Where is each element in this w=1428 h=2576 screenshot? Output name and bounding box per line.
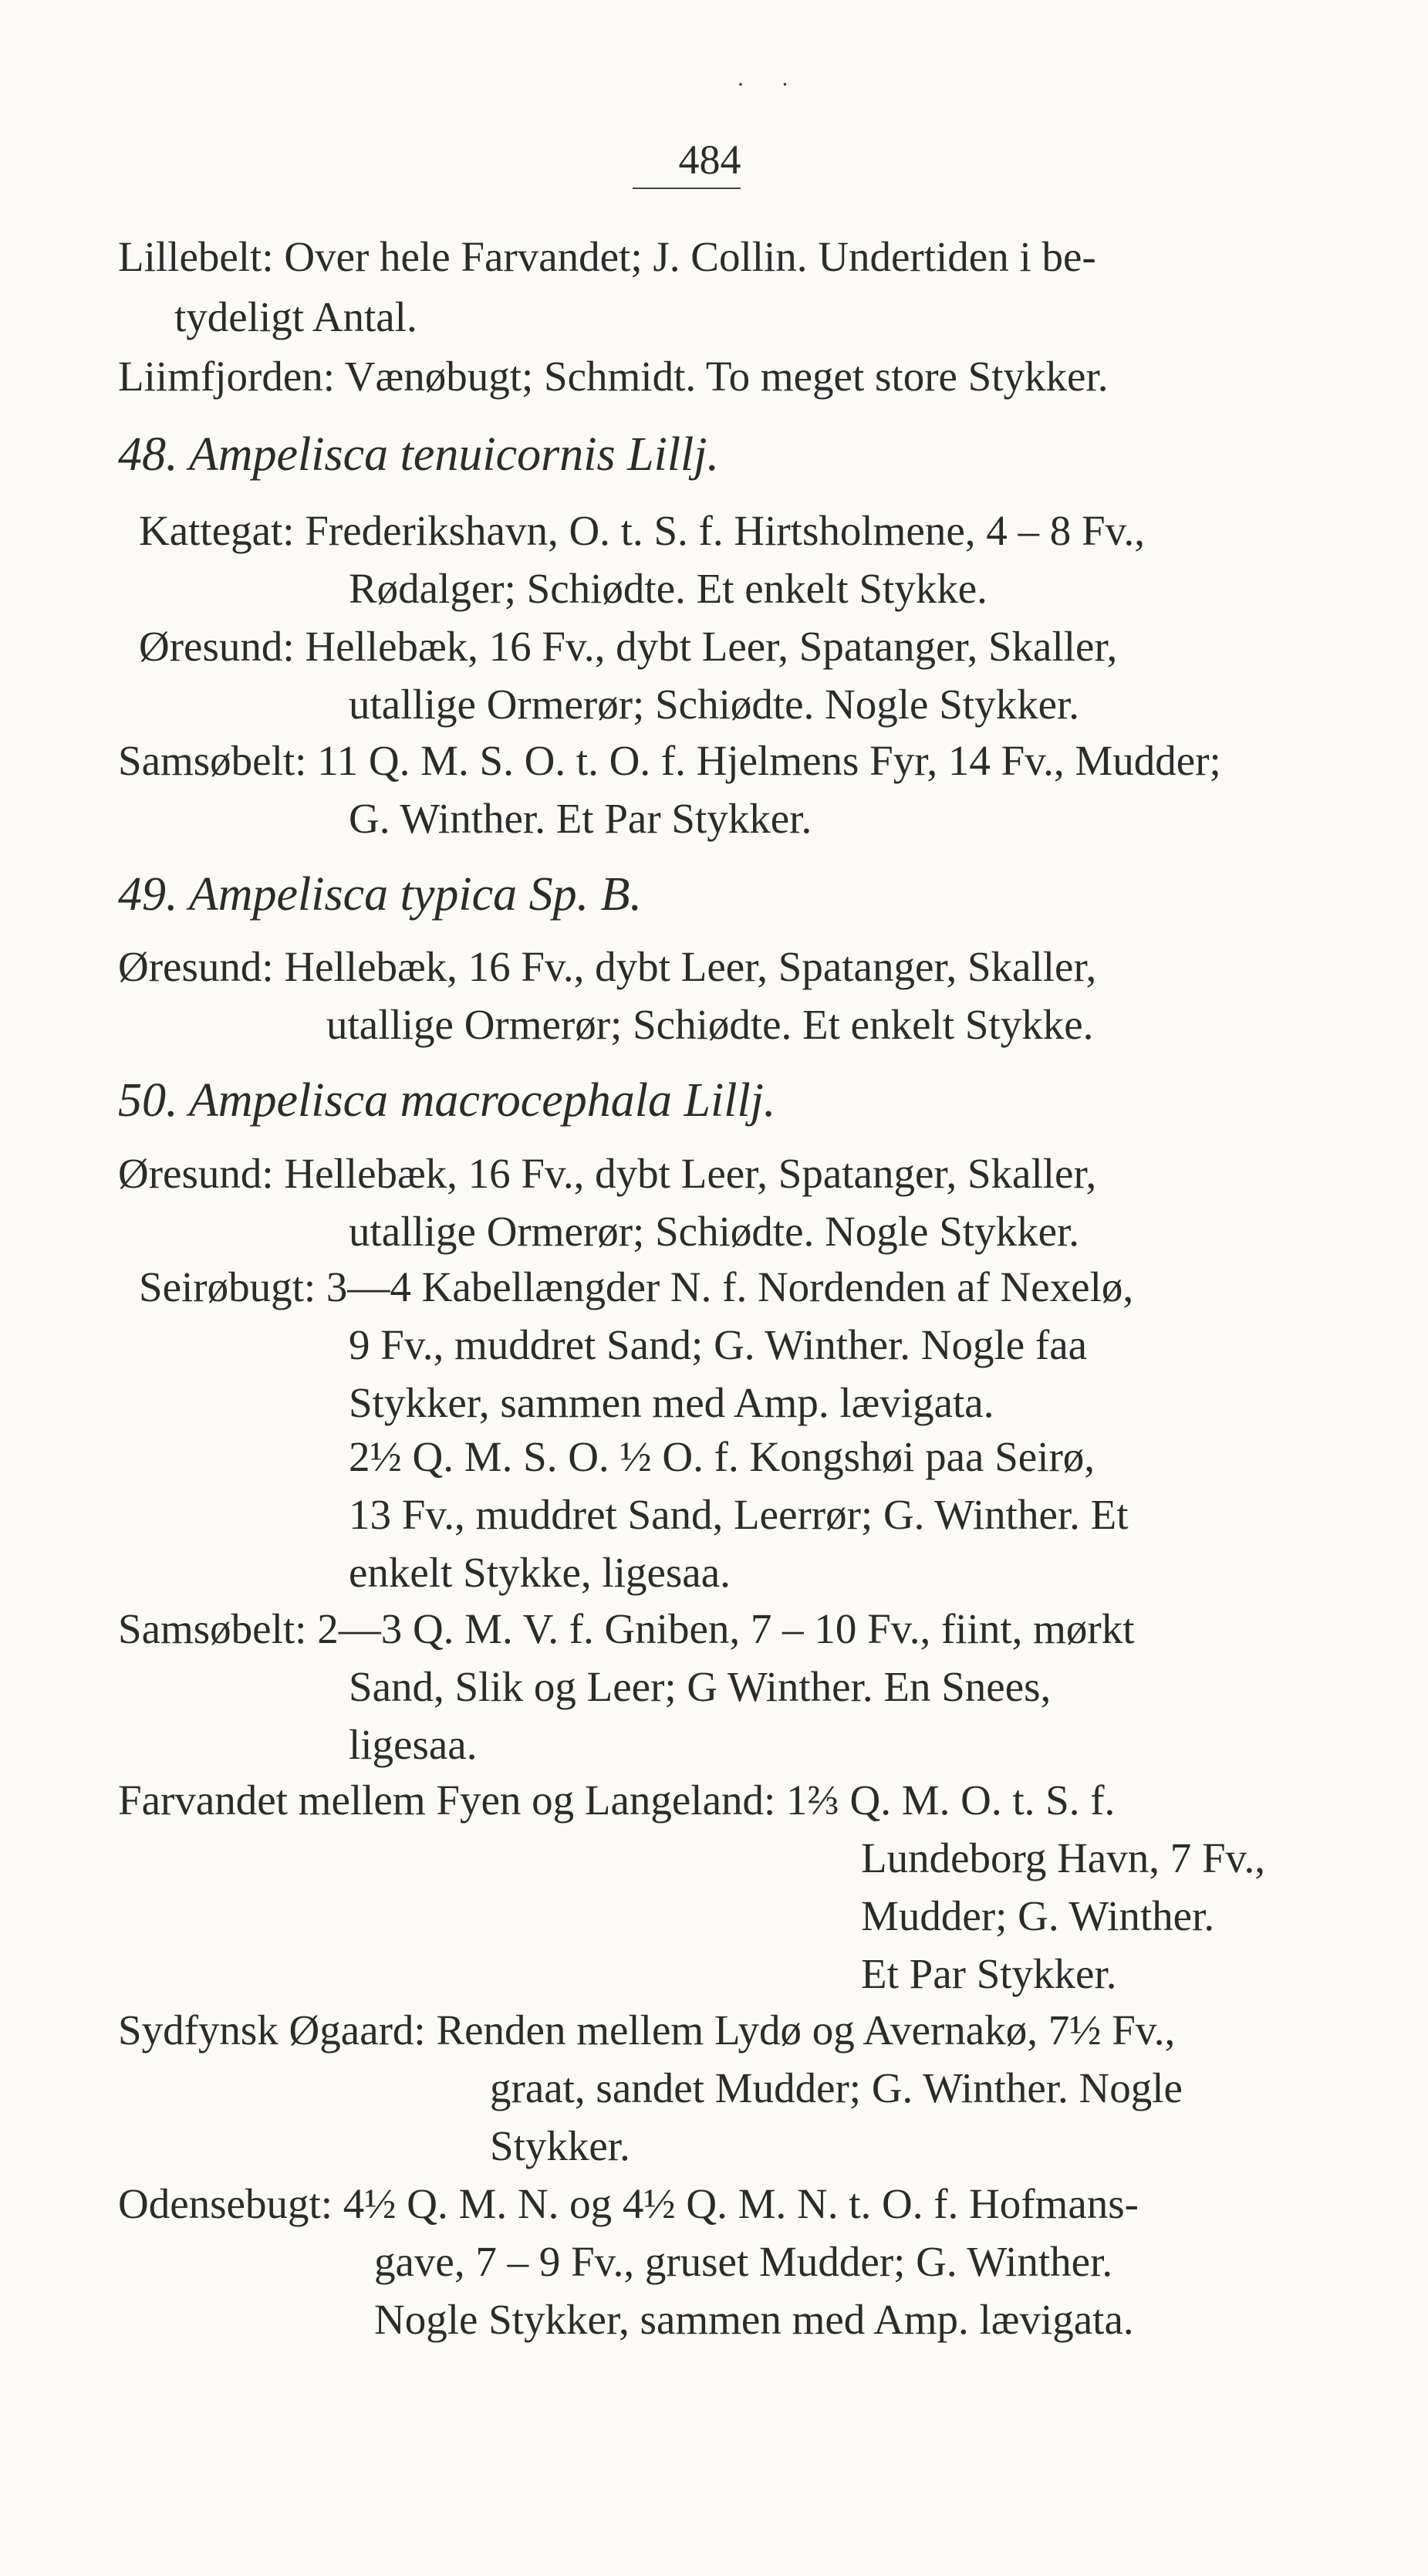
text-line: 13 Fv., muddret Sand, Leerrør; G. Winther. Et (349, 1491, 1129, 1538)
text-line: Lundeborg Havn, 7 Fv., (861, 1834, 1265, 1881)
text-line: Sydfynsk Øgaard: Renden mellem Lydø og Avernakø, 7½ Fv., (118, 2006, 1176, 2054)
text-line: 2½ Q. M. S. O. ½ O. f. Kongshøi paa Seirø, (349, 1433, 1095, 1480)
text-line: Mudder; G. Winther. (861, 1892, 1215, 1939)
text-line: utallige Ormerør; Schiødte. Nogle Stykker. (349, 1208, 1080, 1255)
species-heading: 48. Ampelisca tenuicornis Lillj. (118, 428, 719, 481)
text-line: enkelt Stykke, ligesaa. (349, 1549, 731, 1596)
text-line: gave, 7 – 9 Fv., gruset Mudder; G. Winther. (374, 2238, 1113, 2285)
text-line: graat, sandet Mudder; G. Winther. Nogle (490, 2064, 1183, 2111)
text-line: Lillebelt: Over hele Farvandet; J. Collin. Undertiden i be- (118, 233, 1096, 280)
text-line: utallige Ormerør; Schiødte. Et enkelt Stykke. (326, 1001, 1094, 1048)
text-line: Sand, Slik og Leer; G Winther. En Snees, (349, 1663, 1052, 1710)
text-line: Odensebugt: 4½ Q. M. N. og 4½ Q. M. N. t. O. f. Hofmans- (118, 2180, 1139, 2227)
text-line: G. Winther. Et Par Stykker. (349, 795, 812, 842)
text-line: Liimfjorden: Vænøbugt; Schmidt. To meget store Stykker. (118, 353, 1109, 400)
text-line: Stykker. (490, 2122, 630, 2169)
text-line: Rødalger; Schiødte. Et enkelt Stykke. (349, 565, 987, 612)
text-line: Nogle Stykker, sammen med Amp. lævigata. (374, 2296, 1134, 2343)
text-line: Øresund: Hellebæk, 16 Fv., dybt Leer, Spatanger, Skaller, (139, 623, 1118, 670)
text-line: utallige Ormerør; Schiødte. Nogle Stykker. (349, 681, 1080, 728)
species-heading: 49. Ampelisca typica Sp. B. (118, 868, 643, 921)
text-line: Øresund: Hellebæk, 16 Fv., dybt Leer, Spatanger, Skaller, (118, 943, 1097, 990)
text-line: 9 Fv., muddret Sand; G. Winther. Nogle faa (349, 1321, 1088, 1368)
text-line: Seirøbugt: 3—4 Kabellængder N. f. Nordenden af Nexelø, (139, 1263, 1134, 1310)
text-line: Samsøbelt: 11 Q. M. S. O. t. O. f. Hjelmens Fyr, 14 Fv., Mudder; (118, 737, 1221, 784)
page-number: 484 (678, 137, 741, 183)
text-line: ligesaa. (349, 1721, 478, 1768)
text-line: Samsøbelt: 2—3 Q. M. V. f. Gniben, 7 – 10 Fv., fiint, mørkt (118, 1605, 1135, 1652)
species-heading: 50. Ampelisca macrocephala Lillj. (118, 1074, 776, 1127)
text-line: Øresund: Hellebæk, 16 Fv., dybt Leer, Spatanger, Skaller, (118, 1150, 1097, 1197)
text-line: Farvandet mellem Fyen og Langeland: 1⅔ Q. M. O. t. S. f. (118, 1776, 1116, 1824)
text-line: Et Par Stykker. (861, 1950, 1117, 1997)
text-line: tydeligt Antal. (174, 293, 417, 340)
text-line: Kattegat: Frederikshavn, O. t. S. f. Hirtsholmene, 4 – 8 Fv., (139, 507, 1146, 554)
print-marks: · · (737, 72, 805, 97)
page-number-rule (633, 188, 741, 189)
text-line: Stykker, sammen med Amp. lævigata. (349, 1379, 994, 1426)
